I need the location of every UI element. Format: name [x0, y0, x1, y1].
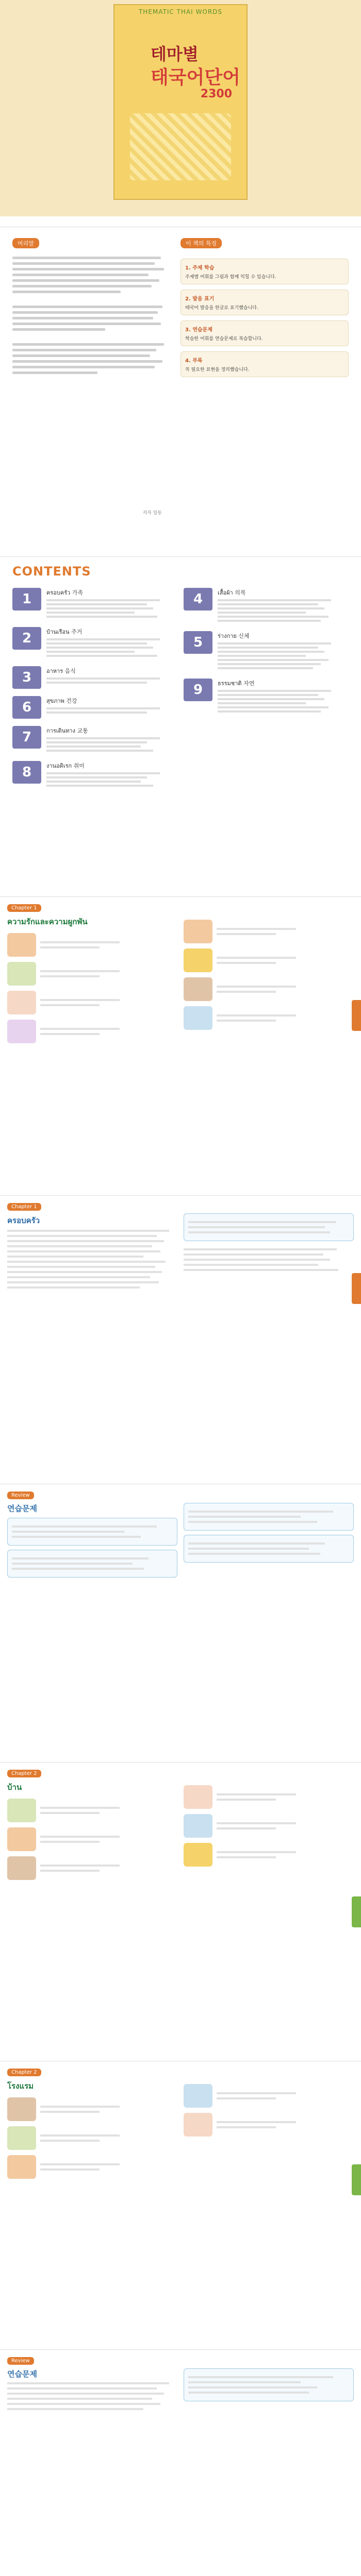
sample-page-right	[184, 2069, 354, 2332]
feature-item	[180, 320, 349, 346]
chapter-entry[interactable]	[12, 761, 172, 789]
page-tag: Review	[7, 2357, 34, 2365]
word-illustration	[184, 948, 212, 972]
chapter-tab	[352, 1273, 361, 1304]
feature-item	[180, 290, 349, 315]
page-heading: บ้าน	[7, 1783, 22, 1792]
chapter-number: 8	[12, 761, 41, 784]
chapter-title: ร่างกาย 신체	[218, 633, 250, 639]
word-illustration	[7, 991, 36, 1014]
sample-page-left	[7, 1203, 177, 1466]
page-heading: 연습문제	[7, 2369, 37, 2379]
page-tag: Chapter 2	[7, 1770, 41, 1777]
chapter-entry[interactable]	[12, 588, 172, 620]
chapter-number: 6	[12, 696, 41, 719]
sample-page-left	[7, 2357, 177, 2576]
exercise-box	[7, 1518, 177, 1546]
contents-right-column	[184, 588, 343, 722]
front-cover	[0, 0, 361, 216]
word-illustration	[184, 2113, 212, 2137]
word-illustration	[184, 1814, 212, 1838]
word-illustration	[184, 1843, 212, 1867]
page-tag: Chapter 1	[7, 1203, 41, 1211]
chapter-entry[interactable]	[12, 726, 172, 754]
word-illustration	[7, 1799, 36, 1822]
chapter-tab	[352, 2164, 361, 2195]
sample-spread-4	[0, 1762, 361, 2050]
cover-subtitle: 태국어단어	[151, 67, 240, 88]
feature-body: 꼭 필요한 표현을 정리했습니다.	[185, 367, 250, 372]
feature-body: 학습한 어휘를 연습문제로 복습합니다.	[185, 336, 263, 342]
preface-text	[12, 257, 167, 374]
chapter-title: สุขภาพ 건강	[46, 698, 77, 704]
exercise-box	[184, 1535, 354, 1563]
word-illustration	[7, 2126, 36, 2150]
sample-page-right	[184, 1492, 354, 1744]
sample-page-right	[184, 1770, 354, 2043]
feature-item	[180, 259, 349, 284]
cover-brand: THEMATIC THAI WORDS	[138, 8, 223, 15]
chapter-entry[interactable]	[12, 666, 172, 689]
page-heading: ครอบครัว	[7, 1216, 40, 1225]
chapter-title: ธรรมชาติ 자연	[218, 680, 255, 687]
chapter-title: อาหาร 음식	[46, 668, 76, 674]
page-tag: Chapter 2	[7, 2069, 41, 2076]
sample-page-right	[184, 2357, 354, 2576]
preface-tag: 머리말	[12, 238, 39, 248]
exercise-box	[184, 2368, 354, 2401]
cover-icons-art	[130, 113, 231, 180]
tip-box	[184, 1213, 354, 1241]
sample-page-right	[184, 1203, 354, 1466]
sample-spread-1	[0, 896, 361, 1185]
chapter-number: 4	[184, 588, 212, 611]
feature-body: 태국어 발음을 한글로 표기했습니다.	[185, 306, 258, 311]
feature-title: 4. 부록	[185, 358, 203, 364]
chapter-tab	[352, 1000, 361, 1031]
feature-item	[180, 351, 349, 377]
word-illustration	[7, 962, 36, 986]
sample-spread-5	[0, 2061, 361, 2339]
word-illustration	[7, 1856, 36, 1880]
intro-spread	[0, 227, 361, 546]
page-tag: Review	[7, 1492, 34, 1499]
page-heading: ความรักและความผูกพัน	[7, 917, 88, 926]
chapter-number: 2	[12, 627, 41, 650]
page-heading: 연습문제	[7, 1504, 37, 1513]
word-illustration	[184, 920, 212, 943]
word-illustration	[7, 933, 36, 957]
feature-body: 주제별 어휘를 그림과 함께 익힐 수 있습니다.	[185, 275, 276, 280]
page-tag: Chapter 1	[7, 904, 41, 912]
chapter-number: 7	[12, 726, 41, 749]
chapter-title: บ้านเรือน 주거	[46, 629, 83, 635]
chapter-number: 5	[184, 631, 212, 654]
contents-spread	[0, 556, 361, 886]
contents-title: CONTENTS	[12, 564, 91, 579]
cover-title: 테마별	[151, 44, 199, 64]
word-illustration	[184, 2084, 212, 2108]
features-page	[180, 238, 349, 526]
vocab-list	[7, 1230, 177, 1289]
page-heading: โรงแรม	[7, 2081, 34, 2091]
chapter-number: 9	[184, 679, 212, 701]
sample-spread-2	[0, 1195, 361, 1473]
chapter-title: ครอบครัว 가족	[46, 589, 84, 596]
exercise-box	[184, 1503, 354, 1531]
chapter-number: 1	[12, 588, 41, 611]
word-illustration	[7, 2155, 36, 2179]
chapter-title: เสื้อผ้า 의복	[218, 589, 246, 596]
exercise-box	[7, 1550, 177, 1578]
sample-spread-6	[0, 2349, 361, 2576]
cover-word-count: 2300	[200, 88, 232, 100]
feature-title: 1. 주제 학습	[185, 265, 215, 271]
chapter-tab	[352, 1896, 361, 1927]
preface-signature: 저자 일동	[142, 511, 162, 516]
sample-spread-3	[0, 1484, 361, 1752]
sample-page-left	[7, 904, 177, 1178]
word-illustration	[7, 1827, 36, 1851]
chapter-title: งานอดิเรก 취미	[46, 762, 85, 769]
sample-page-left	[7, 1770, 177, 2043]
chapter-entry[interactable]	[184, 679, 343, 715]
word-illustration	[7, 1020, 36, 1043]
feature-title: 3. 연습문제	[185, 327, 212, 333]
word-illustration	[184, 1006, 212, 1030]
chapter-title: การเดินทาง 교통	[46, 727, 88, 734]
word-illustration	[7, 2097, 36, 2121]
features-tag: 이 책의 특징	[180, 238, 222, 248]
word-illustration	[184, 977, 212, 1001]
contents-left-column	[12, 588, 172, 796]
chapter-number: 3	[12, 666, 41, 689]
feature-title: 2. 발음 표기	[185, 296, 215, 302]
sample-page-left	[7, 2069, 177, 2332]
chapter-entry[interactable]	[184, 588, 343, 624]
preface-page	[12, 238, 167, 526]
chapter-entry[interactable]	[12, 627, 172, 659]
cover-illustration	[113, 4, 248, 200]
sample-page-right	[184, 904, 354, 1178]
chapter-entry[interactable]	[184, 631, 343, 671]
chapter-entry[interactable]	[12, 696, 172, 719]
sample-page-left	[7, 1492, 177, 1744]
word-illustration	[184, 1785, 212, 1809]
